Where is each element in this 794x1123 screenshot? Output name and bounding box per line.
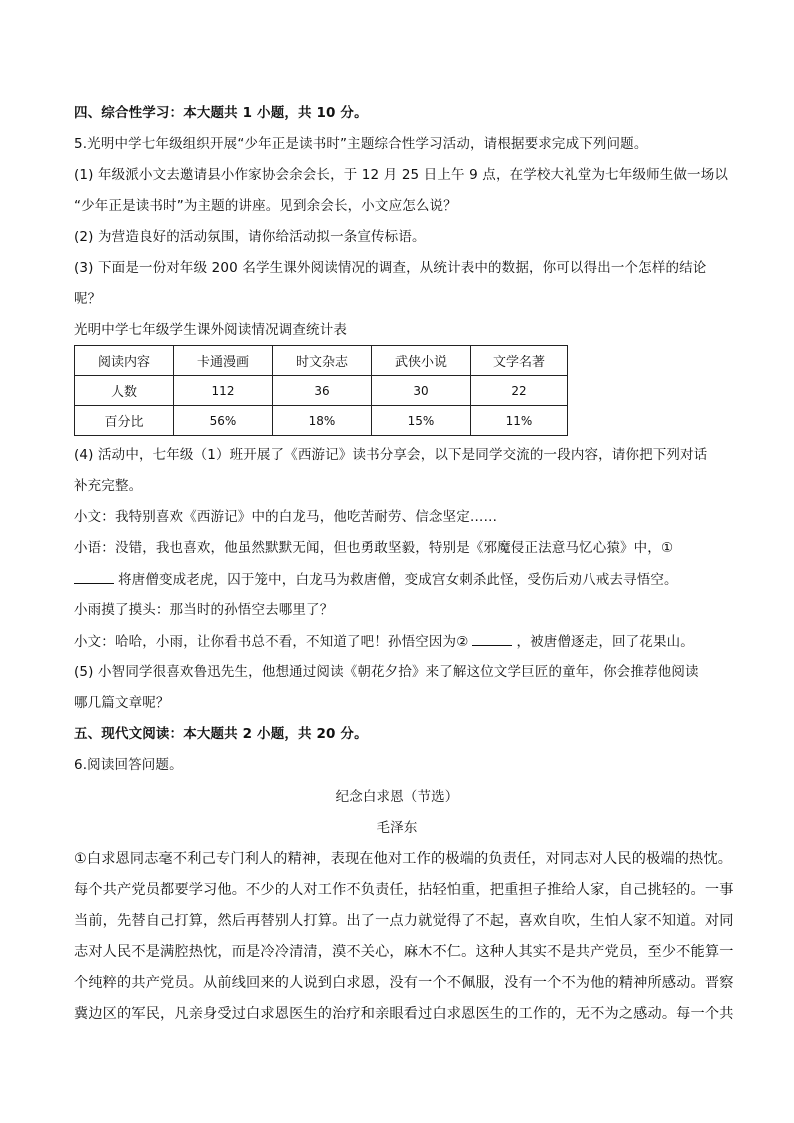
table-header-cell: 时文杂志 <box>273 346 372 376</box>
answer-blank-1[interactable] <box>74 569 114 584</box>
q5-part5-line1: (5) 小智同学很喜欢鲁迅先生，他想通过阅读《朝花夕拾》来了解这位文学巨匠的童年，你会推荐他阅读 <box>74 664 699 680</box>
section-5-heading: 五、现代文阅读：本大题共 2 小题，共 20 分。 <box>74 726 368 742</box>
table-title: 光明中学七年级学生课外阅读情况调查统计表 <box>74 322 347 338</box>
table-row <box>75 406 568 436</box>
passage-line: 冀边区的军民，凡亲身受过白求恩医生的治疗和亲眼看过白求恩医生的工作的，无不为之感动。每一个共 <box>74 1006 734 1022</box>
passage-line: 当前，先替自己打算，然后再替别人打算。出了一点力就觉得了不起，喜欢自吹，生怕人家不知道。对同 <box>74 913 734 929</box>
q5-part3-line1: (3) 下面是一份对年级 200 名学生课外阅读情况的调查，从统计表中的数据，你可以得出一个怎样的结论 <box>74 260 707 276</box>
table-cell: 人数 <box>75 376 174 406</box>
passage-title: 纪念白求恩（节选） <box>335 789 459 805</box>
q5-part4-line2: 补充完整。 <box>74 478 143 494</box>
dialogue-xiaowen-1: 小文：我特别喜欢《西游记》中的白龙马，他吃苦耐劳、信念坚定…… <box>74 509 498 525</box>
q5-part2: (2) 为营造良好的活动氛围，请你给活动拟一条宣传标语。 <box>74 229 426 245</box>
section-4-heading: 四、综合性学习：本大题共 1 小题，共 10 分。 <box>74 105 368 121</box>
dialogue-xiaoyu-rain: 小雨摸了摸头：那当时的孙悟空去哪里了？ <box>74 602 334 618</box>
table-header-cell: 武侠小说 <box>372 346 471 376</box>
table-cell: 18% <box>273 406 372 436</box>
q5-part4-line1: (4) 活动中，七年级（1）班开展了《西游记》读书分享会，以下是同学交流的一段内容，请你把下列对话 <box>74 447 708 463</box>
table-header-cell: 文学名著 <box>471 346 568 376</box>
q5-part1-line1: (1) 年级派小文去邀请县小作家协会余会长，于 12 月 25 日上午 9 点，在学校大礼堂为七年级师生做一场以 <box>74 167 729 183</box>
q5-part3-line2: 呢？ <box>74 291 102 307</box>
table-row <box>75 376 568 406</box>
q5-part5-line2: 哪几篇文章呢？ <box>74 695 170 711</box>
dialogue-xiaoyu-line2-wrap <box>74 569 678 590</box>
table-cell: 15% <box>372 406 471 436</box>
table-header-cell: 卡通漫画 <box>174 346 273 376</box>
table-cell: 56% <box>174 406 273 436</box>
reading-survey-table <box>74 345 568 436</box>
dialogue-xiaowen-2b: ，被唐僧逐走，回了花果山。 <box>516 634 694 650</box>
table-cell: 11% <box>471 406 568 436</box>
table-cell: 112 <box>174 376 273 406</box>
passage-line: 志对人民不是满腔热忱，而是冷冷清清，漠不关心，麻木不仁。这种人其实不是共产党员，至少不能算一 <box>74 944 734 960</box>
table-cell: 百分比 <box>75 406 174 436</box>
table-cell: 22 <box>471 376 568 406</box>
dialogue-xiaowen-2a: 小文：哈哈，小雨，让你看书总不看，不知道了吧！孙悟空因为② <box>74 634 469 650</box>
question-6-intro: 6.阅读回答问题。 <box>74 757 183 773</box>
table-cell: 30 <box>372 376 471 406</box>
answer-blank-2[interactable] <box>472 631 512 646</box>
passage-line: 每个共产党员都要学习他。不少的人对工作不负责任，拈轻怕重，把重担子推给人家，自己挑轻的。一事 <box>74 882 734 898</box>
dialogue-xiaoyu-line2: 将唐僧变成老虎，囚于笼中，白龙马为救唐僧，变成宫女刺杀此怪，受伤后劝八戒去寻悟空。 <box>118 572 678 588</box>
dialogue-xiaowen-2-wrap <box>74 631 694 652</box>
table-header-row <box>75 346 568 376</box>
table-header-cell: 阅读内容 <box>75 346 174 376</box>
passage-author: 毛泽东 <box>376 820 418 836</box>
q5-part1-line2: “少年正是读书时”为主题的讲座。见到余会长，小文应怎么说？ <box>74 198 457 214</box>
dialogue-xiaoyu-line1: 小语：没错，我也喜欢，他虽然默默无闻，但也勇敢坚毅，特别是《邪魔侵正法意马忆心猿》中，① <box>74 540 674 556</box>
passage-line: 个纯粹的共产党员。从前线回来的人说到白求恩，没有一个不佩服，没有一个不为他的精神所感动。晋察 <box>74 975 734 991</box>
passage-line: ①白求恩同志毫不利己专门利人的精神，表现在他对工作的极端的负责任，对同志对人民的极端的热忱。 <box>74 851 733 867</box>
question-5-intro: 5.光明中学七年级组织开展“少年正是读书时”主题综合性学习活动，请根据要求完成下列问题。 <box>74 136 648 152</box>
table-cell: 36 <box>273 376 372 406</box>
